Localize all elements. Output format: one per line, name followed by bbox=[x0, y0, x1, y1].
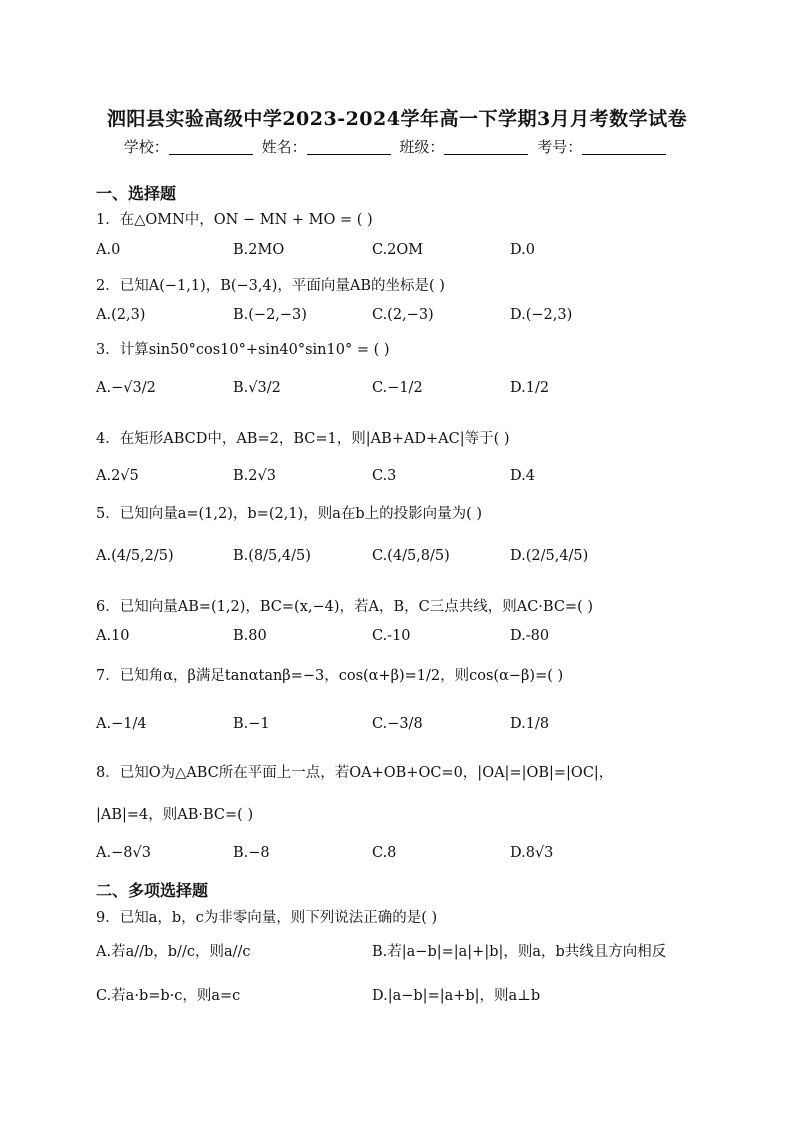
page-title: 泗阳县实验高级中学2023-2024学年高一下学期3月月考数学试卷 bbox=[106, 108, 688, 130]
q3-option-b[interactable]: B.√3/2 bbox=[233, 380, 281, 396]
question-8-stem-1: 8．已知O为△ABC所在平面上一点，若OA+OB+OC=0，|OA|=|OB|=|OC|， bbox=[96, 765, 614, 781]
q2-option-b[interactable]: B.(−2,−3) bbox=[233, 307, 307, 323]
question-7-stem: 7．已知角α，β满足tanαtanβ=−3，cos(α+β)=1/2，则cos(α−β)=( ) bbox=[96, 668, 564, 684]
q7-option-a[interactable]: A.−1/4 bbox=[96, 716, 147, 732]
question-1 bbox=[96, 208, 373, 229]
question-2-stem: 2．已知A(−1,1)，B(−3,4)，平面向量AB的坐标是( ) bbox=[96, 278, 445, 294]
question-4-stem: 4．在矩形ABCD中，AB=2，BC=1，则|AB+AD+AC|等于( ) bbox=[96, 431, 510, 447]
q4-option-d[interactable]: D.4 bbox=[510, 468, 535, 484]
q6-option-a[interactable]: A.10 bbox=[96, 628, 130, 644]
q1-option-b[interactable]: B.2MO bbox=[233, 242, 285, 258]
q8-option-d[interactable]: D.8√3 bbox=[510, 845, 554, 861]
q9-option-c[interactable]: C.若a·b=b·c，则a=c bbox=[96, 988, 241, 1004]
section-heading-choice: 一、选择题 bbox=[96, 184, 177, 203]
q4-option-a[interactable]: A.2√5 bbox=[96, 468, 139, 484]
question-9-stem: 9．已知a，b，c为非零向量，则下列说法正确的是( ) bbox=[96, 910, 438, 926]
q6-option-d[interactable]: D.-80 bbox=[510, 628, 550, 644]
q9-option-d[interactable]: D.|a−b|=|a+b|，则a⊥b bbox=[372, 988, 541, 1004]
q7-option-b[interactable]: B.−1 bbox=[233, 716, 270, 732]
q8-option-c[interactable]: C.8 bbox=[372, 845, 397, 861]
section-heading-multiple: 二、多项选择题 bbox=[96, 881, 209, 900]
name-blank[interactable] bbox=[307, 140, 391, 155]
class-blank[interactable] bbox=[444, 140, 528, 155]
q9-option-b[interactable]: B.若|a−b|=|a|+|b|，则a，b共线且方向相反 bbox=[372, 944, 667, 960]
q8-option-b[interactable]: B.−8 bbox=[233, 845, 270, 861]
question-8-line-1 bbox=[96, 761, 613, 782]
q5-option-a[interactable]: A.(4/5,2/5) bbox=[96, 548, 174, 564]
question-9 bbox=[96, 906, 437, 927]
q2-option-c[interactable]: C.(2,−3) bbox=[372, 307, 434, 323]
q3-option-a[interactable]: A.−√3/2 bbox=[96, 380, 156, 396]
q4-option-c[interactable]: C.3 bbox=[372, 468, 397, 484]
q1-option-c[interactable]: C.2OM bbox=[372, 242, 424, 258]
q8-option-a[interactable]: A.−8√3 bbox=[96, 845, 151, 861]
question-7 bbox=[96, 664, 563, 685]
q5-option-d[interactable]: D.(2/5,4/5) bbox=[510, 548, 589, 564]
question-2 bbox=[96, 274, 445, 295]
name-label: 姓名： bbox=[261, 138, 307, 156]
q1-option-a[interactable]: A.0 bbox=[96, 242, 121, 258]
question-4 bbox=[96, 427, 510, 448]
q2-option-d[interactable]: D.(−2,3) bbox=[510, 307, 573, 323]
q4-option-b[interactable]: B.2√3 bbox=[233, 468, 276, 484]
q7-option-d[interactable]: D.1/8 bbox=[510, 716, 550, 732]
question-1-stem: 1．在△OMN中，ON − MN + MO = ( ) bbox=[96, 212, 373, 228]
q3-option-c[interactable]: C.−1/2 bbox=[372, 380, 423, 396]
student-info-line bbox=[0, 136, 794, 157]
question-3 bbox=[96, 338, 390, 359]
question-6 bbox=[96, 595, 593, 616]
question-5 bbox=[96, 502, 482, 523]
question-3-stem: 3．计算sin50°cos10°+sin40°sin10° = ( ) bbox=[96, 342, 390, 358]
class-label: 班级： bbox=[399, 138, 445, 156]
q2-option-a[interactable]: A.(2,3) bbox=[96, 307, 146, 323]
question-5-stem: 5．已知向量a=(1,2)，b=(2,1)，则a在b上的投影向量为( ) bbox=[96, 506, 483, 522]
question-6-stem: 6．已知向量AB=(1,2)，BC=(x,−4)，若A，B，C三点共线，则AC·BC=( ) bbox=[96, 599, 594, 615]
school-blank[interactable] bbox=[169, 140, 253, 155]
q5-option-b[interactable]: B.(8/5,4/5) bbox=[233, 548, 311, 564]
q6-option-b[interactable]: B.80 bbox=[233, 628, 267, 644]
question-8-line-2 bbox=[96, 803, 253, 824]
q1-option-d[interactable]: D.0 bbox=[510, 242, 535, 258]
number-label: 考号： bbox=[537, 138, 583, 156]
question-8-stem-2: |AB|=4，则AB·BC=( ) bbox=[96, 807, 254, 823]
q6-option-c[interactable]: C.-10 bbox=[372, 628, 411, 644]
number-blank[interactable] bbox=[582, 140, 666, 155]
q3-option-d[interactable]: D.1/2 bbox=[510, 380, 550, 396]
q9-option-a[interactable]: A.若a//b，b//c，则a//c bbox=[96, 944, 251, 960]
q7-option-c[interactable]: C.−3/8 bbox=[372, 716, 423, 732]
school-label: 学校： bbox=[123, 138, 169, 156]
q5-option-c[interactable]: C.(4/5,8/5) bbox=[372, 548, 450, 564]
